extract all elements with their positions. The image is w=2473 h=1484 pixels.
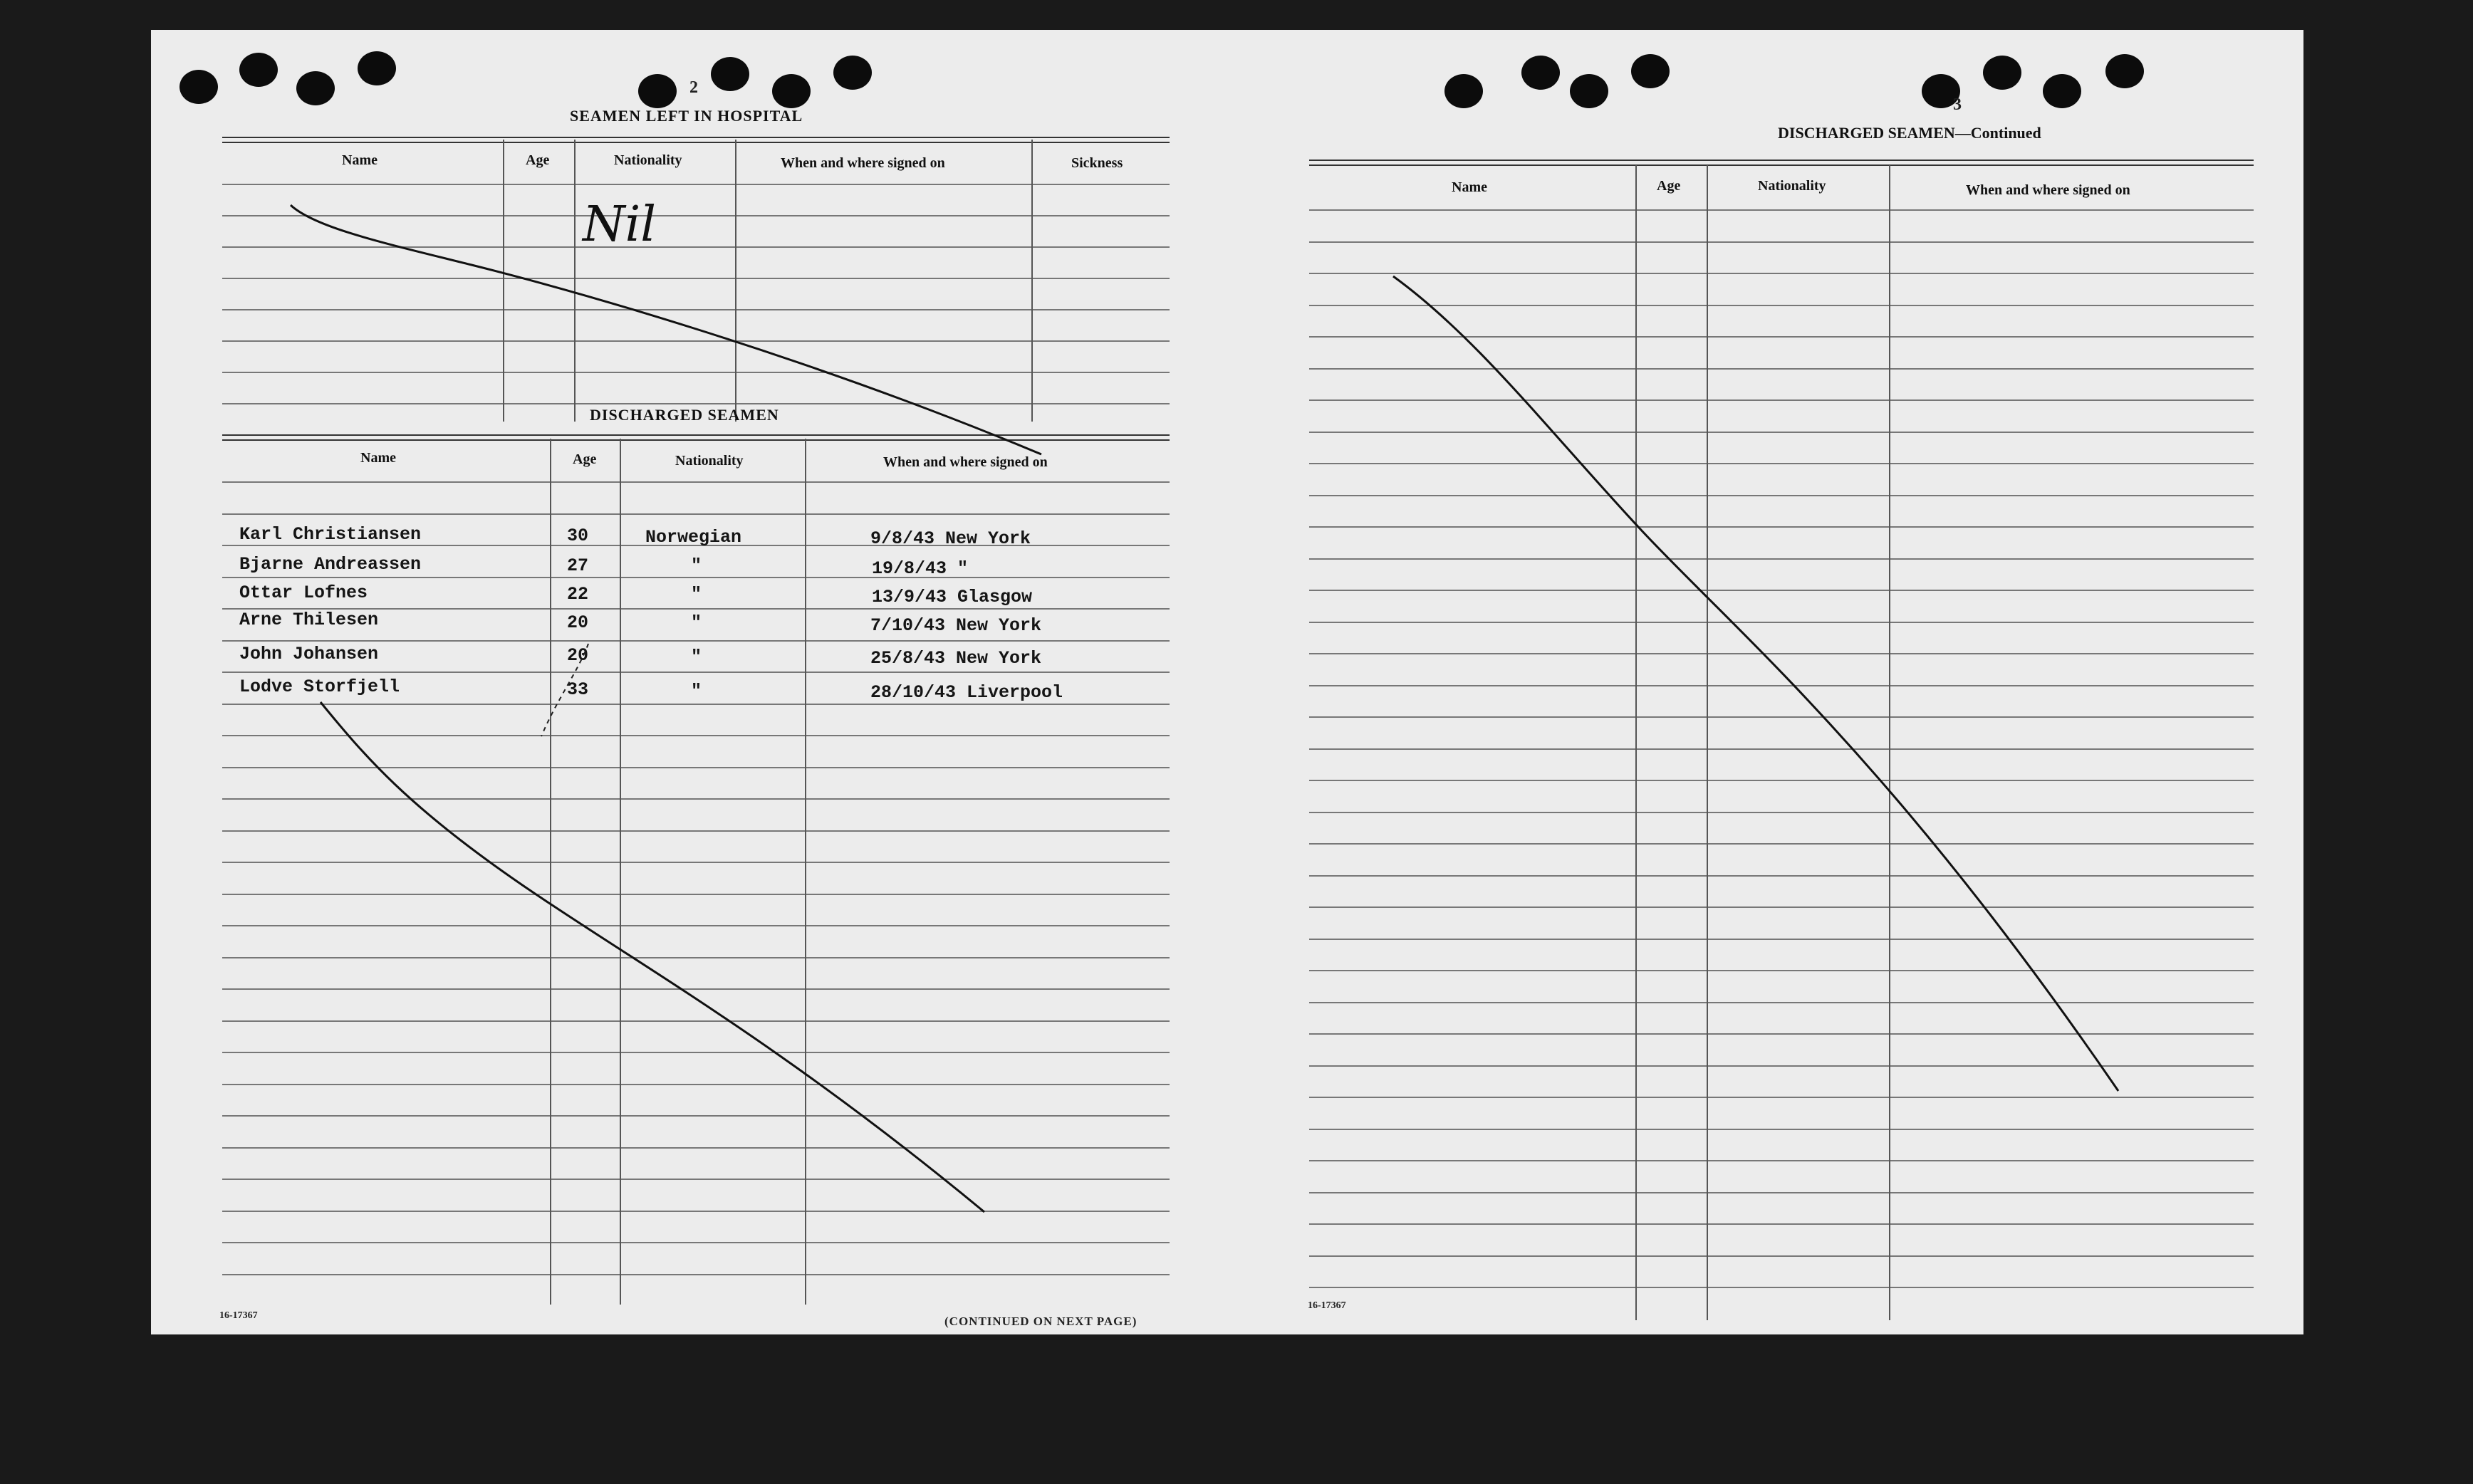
- column-header-name: Name: [360, 450, 396, 466]
- column-header-age: Age: [1657, 178, 1681, 194]
- crew-signed-on: 25/8/43 New York: [870, 648, 1042, 669]
- crew-nationality: ": [691, 612, 702, 633]
- crew-name: Arne Thilesen: [239, 610, 379, 630]
- crew-signed-on: 13/9/43 Glasgow: [872, 587, 1033, 607]
- handwritten-entry: Nil: [583, 197, 656, 253]
- crew-nationality: Norwegian: [645, 527, 742, 548]
- crew-nationality: ": [691, 584, 702, 605]
- crew-age: 20: [567, 645, 589, 666]
- crew-nationality: ": [691, 681, 702, 701]
- column-header-name: Name: [1452, 179, 1487, 195]
- crew-name: Lodve Storfjell: [239, 676, 400, 697]
- page-number: 2: [689, 78, 698, 97]
- crew-nationality: ": [691, 555, 702, 576]
- crew-name: Ottar Lofnes: [239, 582, 368, 603]
- page-number: 3: [1953, 95, 1962, 114]
- column-header-sickness: Sickness: [1071, 155, 1123, 171]
- hospital-section-title: SEAMEN LEFT IN HOSPITAL: [570, 107, 803, 125]
- column-header-nationality: Nationality: [614, 152, 682, 168]
- crew-signed-on: 19/8/43 ": [872, 558, 969, 579]
- column-header-signed-on: When and where signed on: [883, 454, 1048, 470]
- ink-tick-mark: [541, 644, 588, 736]
- crew-signed-on: 7/10/43 New York: [870, 615, 1042, 636]
- crew-age: 27: [567, 555, 589, 576]
- document-sheet: [151, 30, 2303, 1334]
- continued-note: (CONTINUED ON NEXT PAGE): [944, 1315, 1137, 1328]
- form-number: 16-17367: [219, 1310, 258, 1321]
- column-header-age: Age: [526, 152, 550, 168]
- form-number: 16-17367: [1308, 1300, 1346, 1311]
- crew-age: 30: [567, 526, 589, 546]
- crew-age: 20: [567, 612, 589, 633]
- cancel-stroke-discharged: [321, 702, 984, 1212]
- crew-name: John Johansen: [239, 644, 379, 664]
- column-header-name: Name: [342, 152, 378, 168]
- discharged-section-title: DISCHARGED SEAMEN: [590, 406, 779, 424]
- crew-age: 33: [567, 679, 589, 700]
- crew-signed-on: 28/10/43 Liverpool: [870, 682, 1063, 703]
- column-header-nationality: Nationality: [1758, 178, 1826, 194]
- crew-name: Bjarne Andreassen: [239, 554, 422, 575]
- cancel-stroke-hospital: [291, 205, 1041, 454]
- crew-name: Karl Christiansen: [239, 524, 422, 545]
- continued-section-title: DISCHARGED SEAMEN—Continued: [1778, 124, 2041, 142]
- crew-nationality: ": [691, 647, 702, 667]
- crew-age: 22: [567, 584, 589, 605]
- column-header-signed-on: When and where signed on: [781, 155, 945, 171]
- pen-strokes: [151, 30, 2303, 1334]
- crew-signed-on: 9/8/43 New York: [870, 528, 1031, 549]
- column-header-age: Age: [573, 451, 597, 467]
- column-header-signed-on: When and where signed on: [1966, 182, 2130, 198]
- column-header-nationality: Nationality: [675, 453, 744, 469]
- cancel-stroke-right-page: [1393, 276, 2118, 1091]
